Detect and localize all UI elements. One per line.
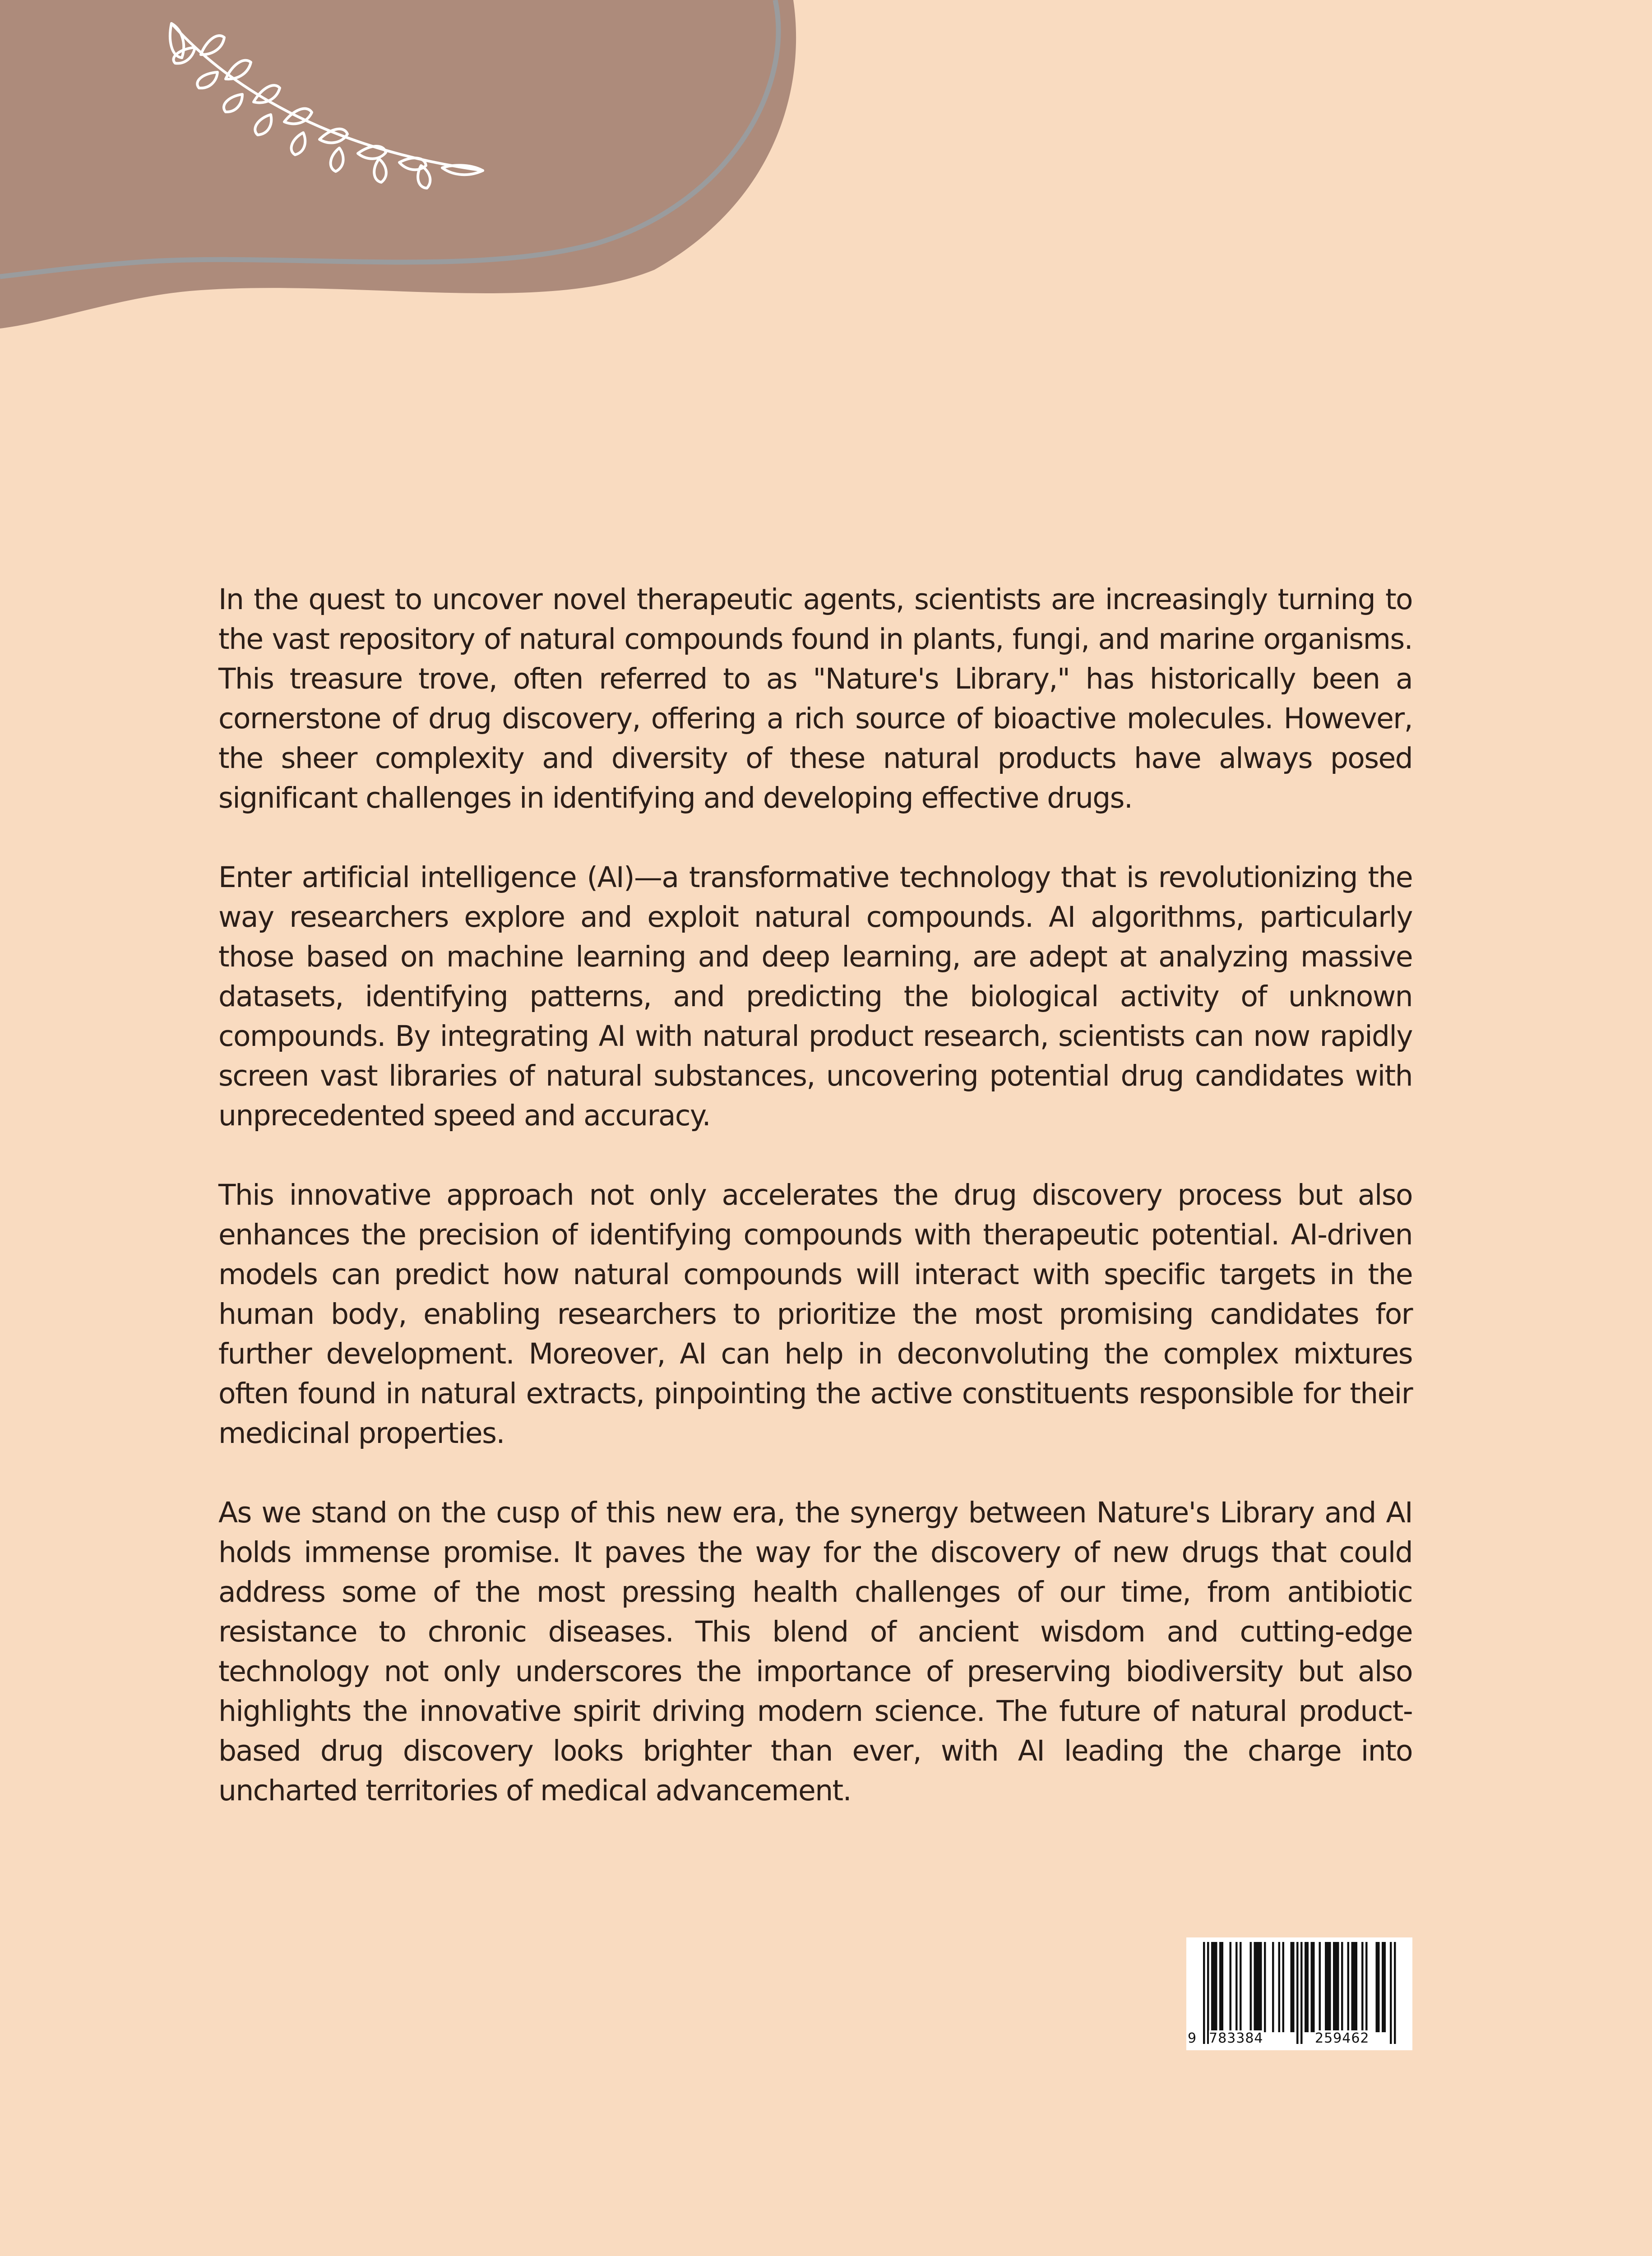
barcode-bar [1341, 1942, 1343, 2032]
barcode-bar [1203, 1942, 1205, 2044]
isbn-barcode [1186, 1937, 1412, 2050]
barcode-bar [1394, 1942, 1396, 2044]
barcode-right-digits: 259462 [1315, 2030, 1370, 2046]
barcode-bar [1319, 1942, 1321, 2032]
paragraph: In the quest to uncover novel therapeutic agents, scientists are increasingly turning to the vast repository of natural compounds found in plants, fungi, and marine organisms. This treasure trove, often referred to as "Nature's Library," has historically been a cornerstone of drug discovery, offering a rich source of bioactive molecules. However, the sheer complexity and diversity of these natural products have always posed significant challenges in identifying and developing effective drugs. [218, 583, 1412, 814]
barcode-left-digits: 783384 [1209, 2030, 1263, 2046]
barcode-bar [1236, 1942, 1238, 2032]
barcode-bar [1300, 1942, 1303, 2044]
paragraph: As we stand on the cusp of this new era, the synergy between Nature's Library and AI holds immense promise. It paves the way for the discovery of new drugs that could address some of the most pressing health challenges of our time, from antibiotic resistance to chronic diseases. This blend of ancient wisdom and cutting-edge technology not only underscores the importance of preserving biodiversity but also highlights the innovative spirit driving modern science. The future of natural product-based drug discovery looks brighter than ever, with AI leading the charge into uncharted territories of medical advancement. [218, 1496, 1412, 1807]
barcode-bar [1382, 1942, 1386, 2032]
barcode-bar [1325, 1942, 1331, 2032]
barcode-bar [1376, 1942, 1380, 2032]
barcode-bar [1361, 1942, 1364, 2032]
barcode-bar [1305, 1942, 1309, 2032]
barcode-bar [1207, 1942, 1209, 2044]
barcode-bar [1230, 1942, 1232, 2032]
barcode-bar [1250, 1942, 1252, 2032]
barcode-bar [1351, 1942, 1358, 2032]
barcode-bar [1333, 1942, 1339, 2032]
barcode-bar [1365, 1942, 1368, 2032]
barcode-bar [1282, 1942, 1285, 2032]
barcode-bar [1296, 1942, 1299, 2044]
barcode-bar [1272, 1942, 1274, 2032]
barcode-bar [1240, 1942, 1242, 2032]
barcode-bar [1311, 1942, 1315, 2032]
barcode-bar [1347, 1942, 1350, 2032]
barcode-bar [1264, 1942, 1266, 2032]
barcode-bar [1254, 1942, 1262, 2032]
barcode-lead-digit: 9 [1188, 2030, 1197, 2046]
barcode-bar [1211, 1942, 1217, 2032]
blob-shape [0, 0, 796, 328]
barcode-bar [1219, 1942, 1223, 2032]
barcode-bar [1390, 1942, 1392, 2044]
barcode-bar [1291, 1942, 1295, 2032]
cover-decoration [0, 0, 812, 343]
barcode-bar [1278, 1942, 1281, 2032]
paragraph: Enter artificial intelligence (AI)—a transformative technology that is revolutionizing the way researchers explore and exploit natural compounds. AI algorithms, particularly those based on machine learning and deep learning, are adept at analyzing massive datasets, identifying patterns, and predicting the biological activity of unknown compounds. By integrating AI with natural product research, scientists can now rapidly screen vast libraries of natural substances, uncovering potential drug candidates with unprecedented speed and accuracy. [218, 861, 1412, 1132]
paragraph: This innovative approach not only accelerates the drug discovery process but also enhances the precision of identifying compounds with therapeutic potential. AI-driven models can predict how natural compounds will interact with specific targets in the human body, enabling researchers to prioritize the most promising candidates for further development. Moreover, AI can help in deconvoluting the complex mixtures often found in natural extracts, pinpointing the active constituents responsible for their medicinal properties. [218, 1179, 1412, 1450]
back-cover-text [218, 580, 1412, 1850]
